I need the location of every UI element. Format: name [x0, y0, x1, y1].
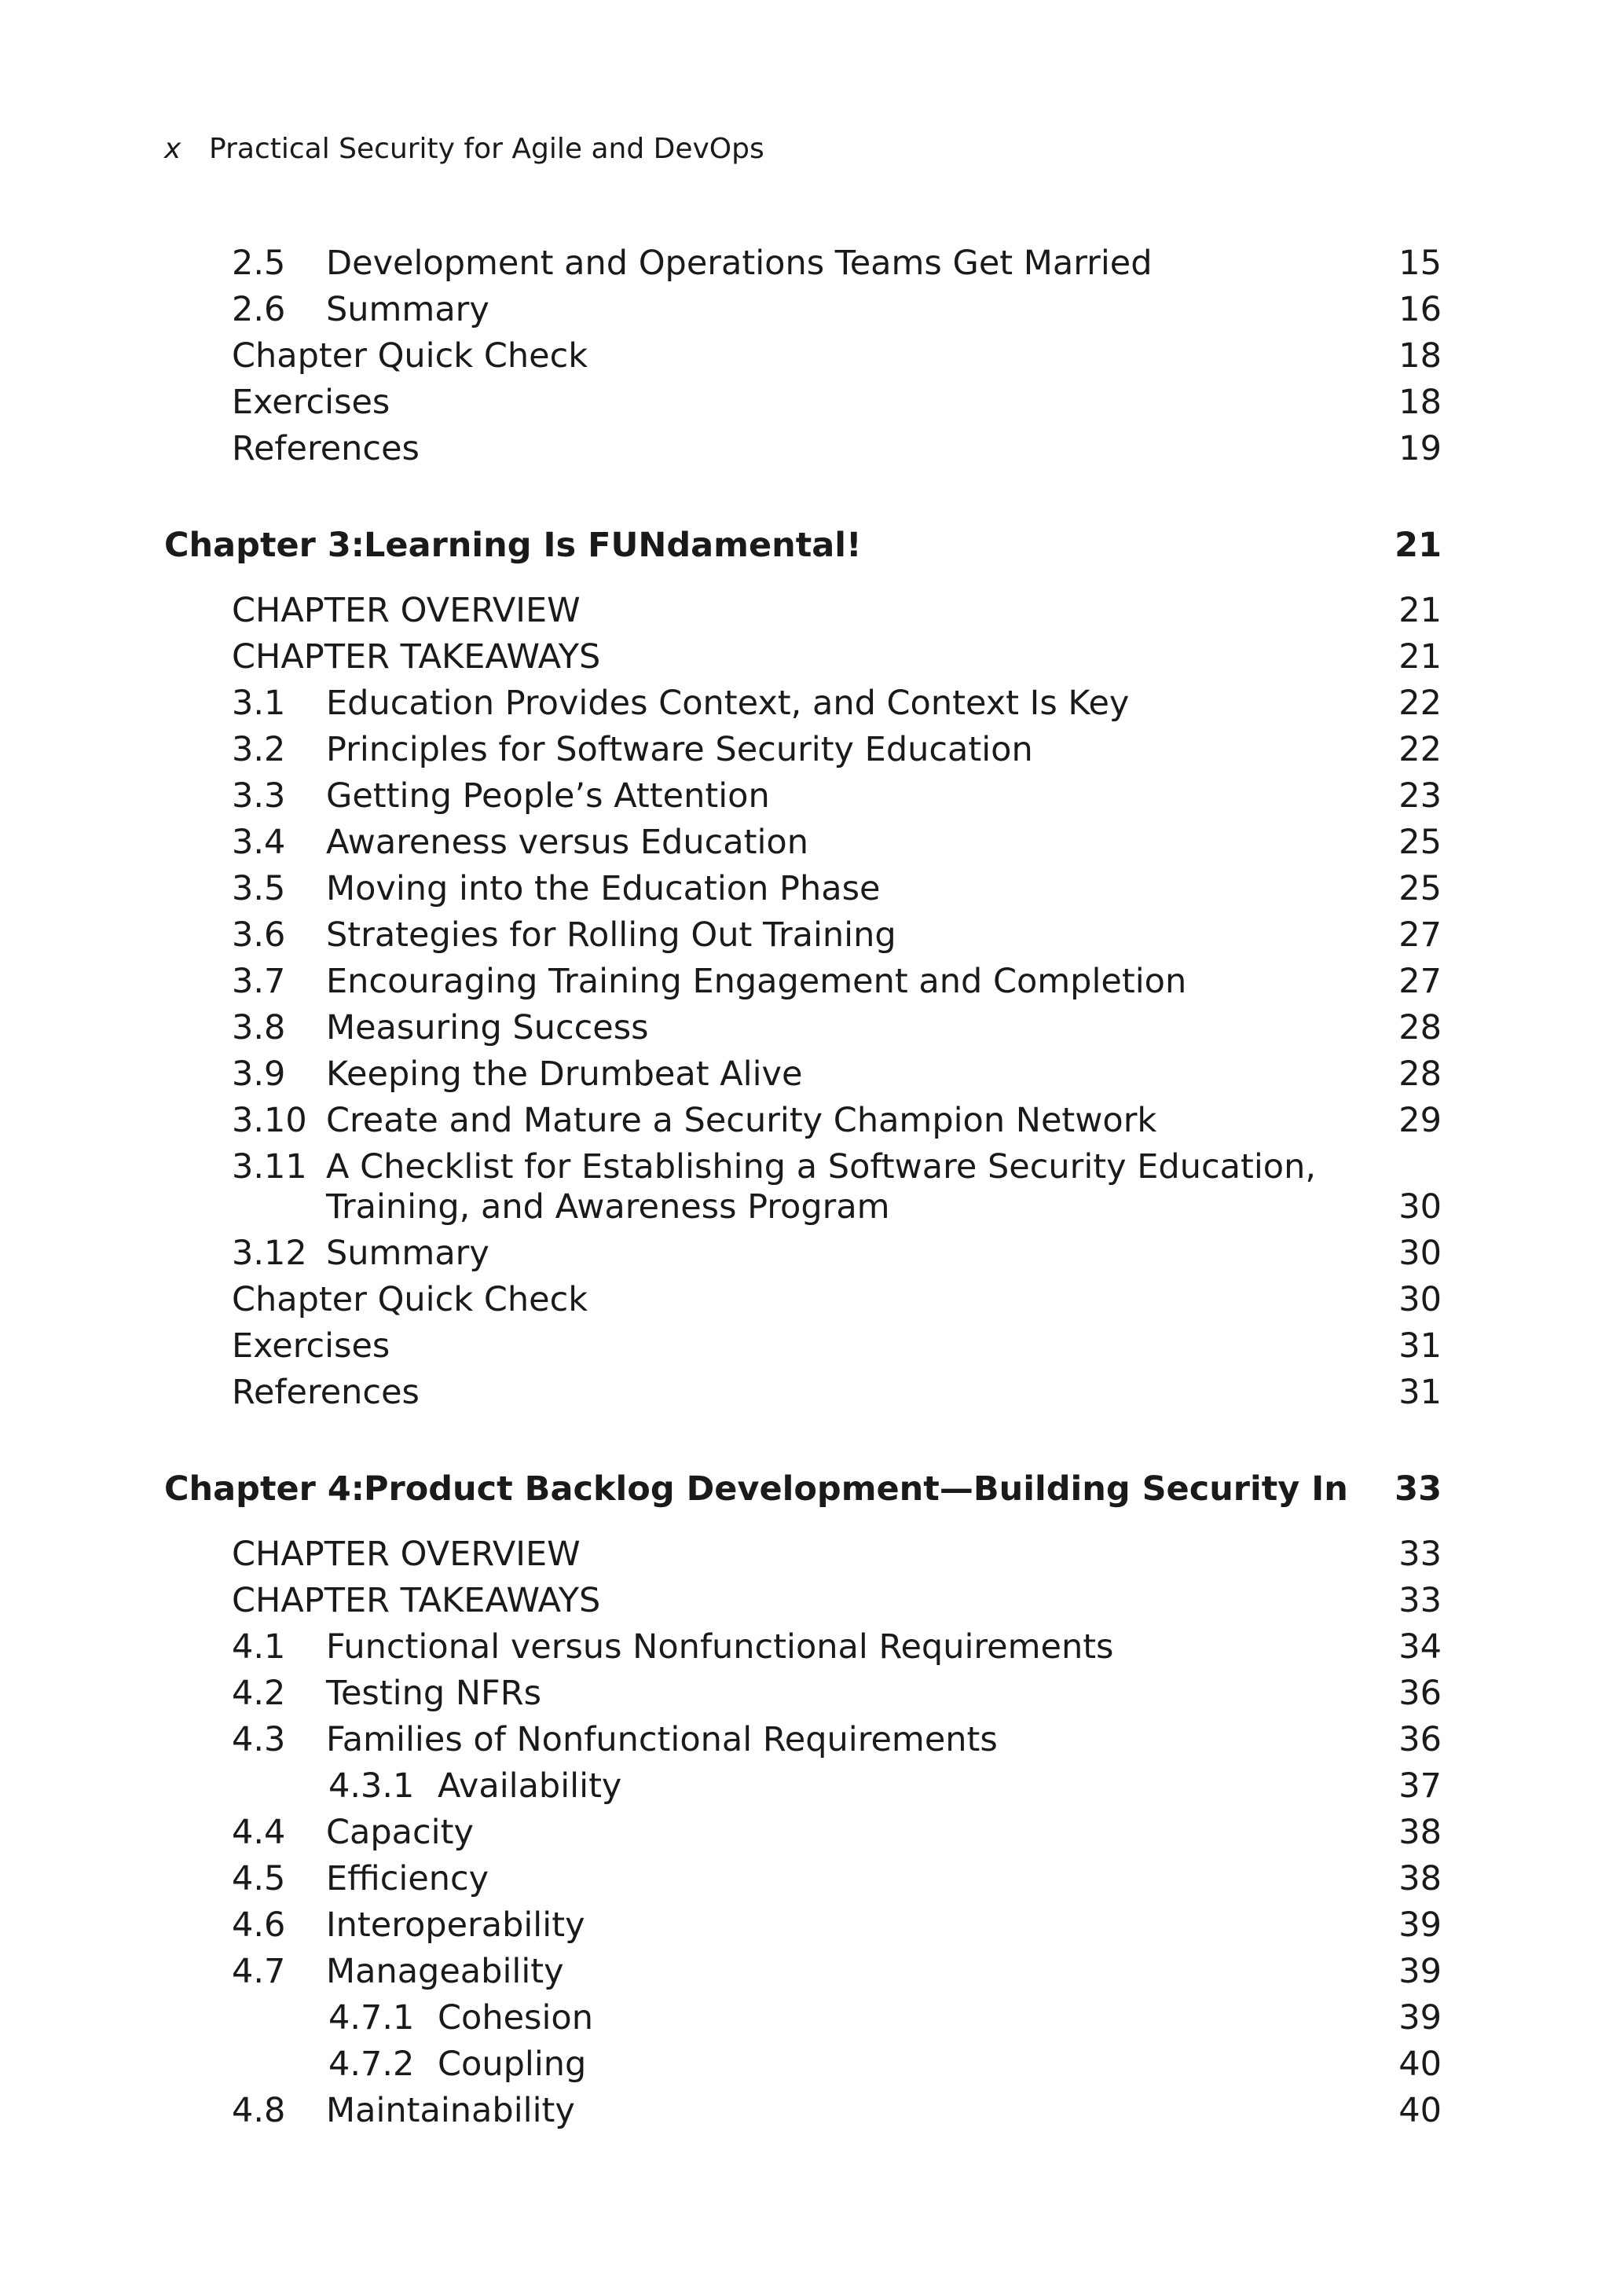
running-head — [164, 132, 764, 167]
page-number: 37 — [1398, 1766, 1442, 1806]
chapter-title: Learning Is FUNdamental! — [364, 526, 862, 565]
page-number: 36 — [1398, 1674, 1442, 1713]
toc-entry — [164, 773, 1442, 820]
section-number: 4.4 — [232, 1813, 286, 1852]
toc-subsection-entry — [164, 1763, 1442, 1810]
toc-entry — [164, 1277, 1442, 1323]
entry-title: Strategies for Rolling Out Training — [326, 915, 896, 955]
toc-entry — [164, 912, 1442, 959]
entry-title: Functional versus Nonfunctional Requirements — [326, 1627, 1114, 1667]
table-of-contents — [164, 240, 1442, 2134]
toc-entry — [164, 866, 1442, 912]
section-number: 3.11 — [232, 1147, 307, 1187]
page-number: 18 — [1398, 383, 1442, 422]
page-number: 36 — [1398, 1720, 1442, 1759]
page-folio: x — [164, 133, 181, 165]
toc-entry — [164, 1717, 1442, 1763]
page-number: 25 — [1398, 823, 1442, 862]
page-number: 21 — [1398, 637, 1442, 677]
chapter-label: Chapter 4: — [164, 1469, 365, 1509]
entry-title: References — [232, 429, 420, 468]
toc-entry — [164, 680, 1442, 727]
page-number: 27 — [1398, 915, 1442, 955]
section-number: 3.4 — [232, 823, 286, 862]
toc-entry — [164, 426, 1442, 472]
entry-title: References — [232, 1373, 420, 1412]
toc-subsection-entry — [164, 2041, 1442, 2088]
toc-entry — [164, 634, 1442, 680]
page-number: 40 — [1398, 2091, 1442, 2130]
section-number: 2.5 — [232, 244, 286, 283]
page-number: 21 — [1398, 591, 1442, 630]
entry-title: Measuring Success — [326, 1008, 649, 1047]
toc-entry — [164, 1370, 1442, 1416]
entry-title: Manageability — [326, 1952, 564, 1991]
section-number: 4.8 — [232, 2091, 286, 2130]
toc-entry — [164, 287, 1442, 333]
page-number: 31 — [1398, 1373, 1442, 1412]
entry-title: Availability — [438, 1766, 622, 1806]
section-number: 3.12 — [232, 1234, 307, 1273]
entry-title: Interoperability — [326, 1905, 585, 1945]
toc-entry — [164, 333, 1442, 380]
entry-title: Efficiency — [326, 1859, 489, 1898]
toc-entry — [164, 1949, 1442, 1995]
page-number: 19 — [1398, 429, 1442, 468]
toc-entry — [164, 1810, 1442, 1856]
page-number: 18 — [1398, 336, 1442, 376]
entry-title: Awareness versus Education — [326, 823, 808, 862]
toc-entry — [164, 1098, 1442, 1144]
page-number: 21 — [1395, 526, 1442, 565]
entry-title: Create and Mature a Security Champion Network — [326, 1101, 1157, 1140]
page-number: 38 — [1398, 1859, 1442, 1898]
section-number: 3.5 — [232, 869, 286, 908]
entry-title: Capacity — [326, 1813, 474, 1852]
section-number: 4.2 — [232, 1674, 286, 1713]
page-number: 30 — [1398, 1280, 1442, 1319]
entry-title: CHAPTER TAKEAWAYS — [232, 637, 601, 677]
section-number: 4.3 — [232, 1720, 286, 1759]
toc-entry — [164, 1531, 1442, 1578]
toc-entry — [164, 1578, 1442, 1624]
entry-title: CHAPTER TAKEAWAYS — [232, 1581, 601, 1620]
entry-title: Summary — [326, 290, 489, 329]
page-number: 27 — [1398, 962, 1442, 1001]
page-number: 39 — [1398, 1998, 1442, 2037]
toc-entry — [164, 1144, 1442, 1231]
toc-subsection-entry — [164, 1995, 1442, 2041]
section-number: 2.6 — [232, 290, 286, 329]
entry-title: Chapter Quick Check — [232, 336, 588, 376]
entry-title: Testing NFRs — [326, 1674, 542, 1713]
page-number: 22 — [1398, 684, 1442, 723]
toc-entry — [164, 1051, 1442, 1098]
entry-title: Exercises — [232, 1326, 390, 1366]
section-number: 4.7.1 — [328, 1998, 415, 2037]
page-number: 38 — [1398, 1813, 1442, 1852]
page-number: 33 — [1398, 1581, 1442, 1620]
toc-entry — [164, 820, 1442, 866]
entry-title: Getting People’s Attention — [326, 776, 770, 816]
entry-title: Summary — [326, 1234, 489, 1273]
section-number: 3.8 — [232, 1008, 286, 1047]
page-number: 40 — [1398, 2045, 1442, 2084]
page-number: 33 — [1395, 1469, 1442, 1509]
entry-title: Coupling — [438, 2045, 587, 2084]
section-number: 3.9 — [232, 1054, 286, 1094]
toc-entry — [164, 380, 1442, 426]
toc-entry — [164, 240, 1442, 287]
toc-entry — [164, 1005, 1442, 1051]
page-number: 28 — [1398, 1008, 1442, 1047]
entry-title: Maintainability — [326, 2091, 575, 2130]
section-number: 4.7 — [232, 1952, 286, 1991]
page-number: 30 — [1398, 1187, 1442, 1227]
page-number: 33 — [1398, 1535, 1442, 1574]
page-number: 39 — [1398, 1952, 1442, 1991]
entry-title: Development and Operations Teams Get Married — [326, 244, 1153, 283]
section-number: 3.6 — [232, 915, 286, 955]
page-number: 25 — [1398, 869, 1442, 908]
page-number: 16 — [1398, 290, 1442, 329]
entry-title: Cohesion — [438, 1998, 593, 2037]
section-number: 4.7.2 — [328, 2045, 415, 2084]
chapter-label: Chapter 3: — [164, 526, 365, 565]
toc-entry — [164, 1671, 1442, 1717]
toc-entry — [164, 727, 1442, 773]
page-number: 15 — [1398, 244, 1442, 283]
entry-title: Exercises — [232, 383, 390, 422]
toc-entry — [164, 588, 1442, 634]
toc-entry — [164, 1902, 1442, 1949]
entry-title: CHAPTER OVERVIEW — [232, 1535, 581, 1574]
toc-entry — [164, 1323, 1442, 1370]
page-number: 29 — [1398, 1101, 1442, 1140]
page-number: 34 — [1398, 1627, 1442, 1667]
page-number: 39 — [1398, 1905, 1442, 1945]
section-number: 4.5 — [232, 1859, 286, 1898]
entry-title: Encouraging Training Engagement and Completion — [326, 962, 1187, 1001]
entry-title: Principles for Software Security Education — [326, 730, 1033, 769]
page-number: 28 — [1398, 1054, 1442, 1094]
entry-title: CHAPTER OVERVIEW — [232, 591, 581, 630]
section-number: 3.3 — [232, 776, 286, 816]
section-number: 3.2 — [232, 730, 286, 769]
page-number: 30 — [1398, 1234, 1442, 1273]
entry-title: Education Provides Context, and Context Is Key — [326, 684, 1130, 723]
toc-entry — [164, 1856, 1442, 1902]
section-number: 4.3.1 — [328, 1766, 415, 1806]
toc-entry — [164, 1624, 1442, 1671]
page-number: 22 — [1398, 730, 1442, 769]
page-number: 23 — [1398, 776, 1442, 816]
toc-entry — [164, 1231, 1442, 1277]
entry-title: Chapter Quick Check — [232, 1280, 588, 1319]
section-number: 3.10 — [232, 1101, 307, 1140]
toc-entry — [164, 959, 1442, 1005]
page-number: 31 — [1398, 1326, 1442, 1366]
section-number: 3.1 — [232, 684, 286, 723]
chapter-title: Product Backlog Development—Building Security In — [364, 1469, 1348, 1509]
section-number: 4.1 — [232, 1627, 286, 1667]
entry-title: A Checklist for Establishing a Software Security Education, Training, and Awareness Program — [326, 1147, 1316, 1227]
toc-chapter-heading — [164, 1466, 1442, 1513]
section-number: 4.6 — [232, 1905, 286, 1945]
section-number: 3.7 — [232, 962, 286, 1001]
toc-entry — [164, 2088, 1442, 2134]
toc-chapter-heading — [164, 523, 1442, 569]
entry-title: Moving into the Education Phase — [326, 869, 881, 908]
book-title: Practical Security for Agile and DevOps — [209, 133, 764, 165]
entry-title: Keeping the Drumbeat Alive — [326, 1054, 803, 1094]
entry-title: Families of Nonfunctional Requirements — [326, 1720, 998, 1759]
